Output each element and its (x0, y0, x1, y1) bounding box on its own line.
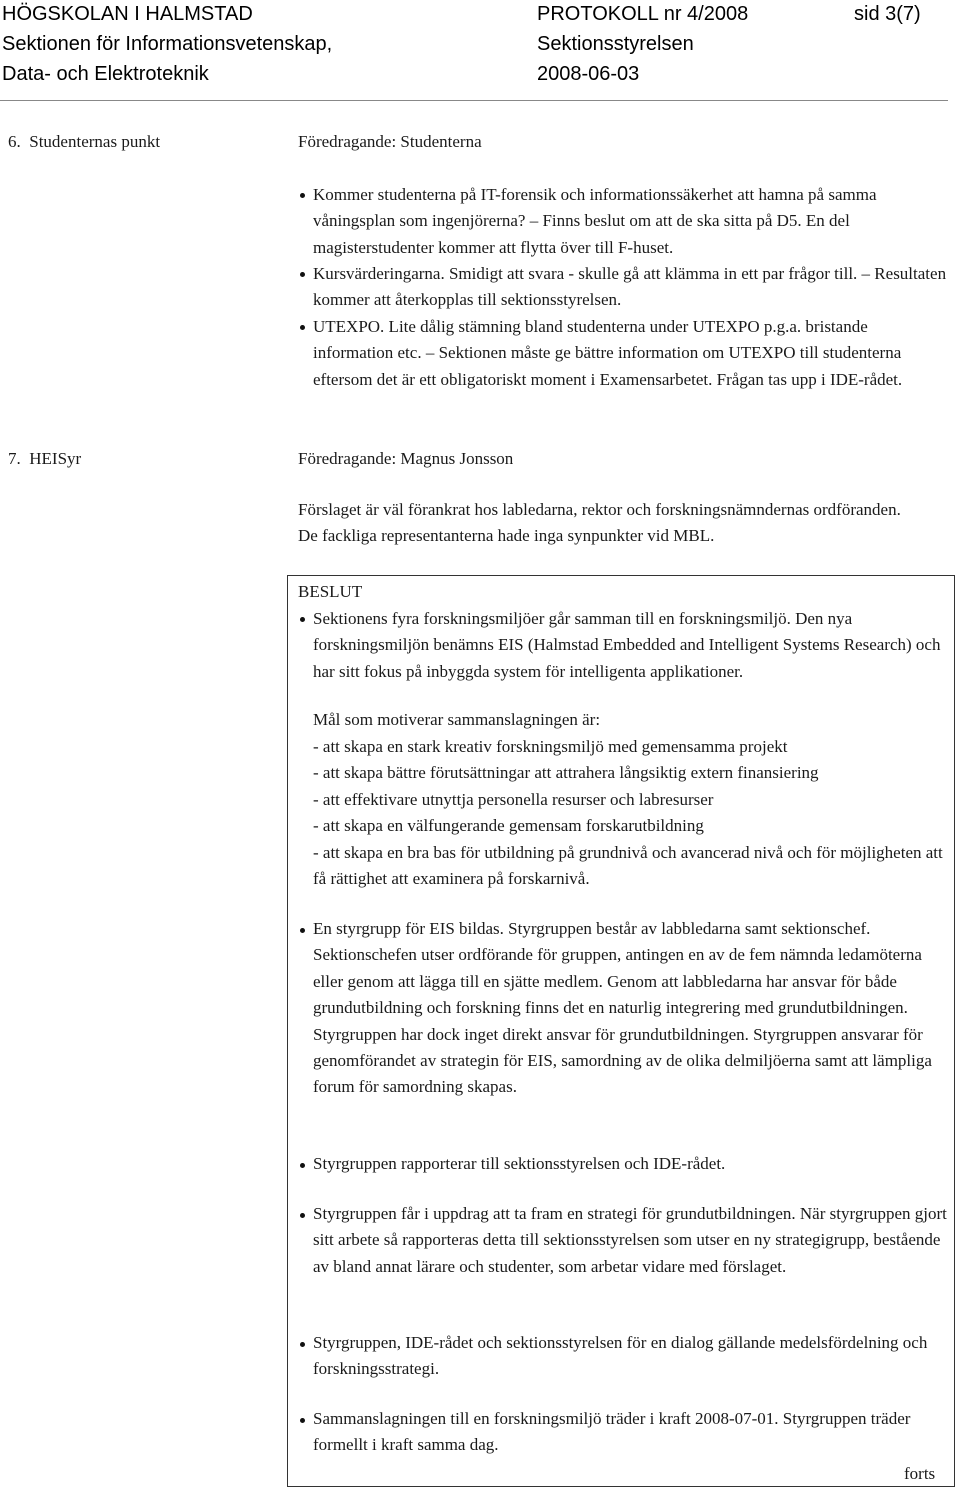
item-6-presenter: Föredragande: Studenterna (298, 132, 482, 151)
decision-bullet-5: Styrgruppen, IDE-rådet och sektionsstyrelsen för en dialog gällande medelsfördelning och forskningsstrategi. (313, 1333, 928, 1379)
goal-item: - att effektivare utnyttja personella resurser och labresurser (313, 790, 714, 809)
school-name: HÖGSKOLAN I HALMSTAD (2, 3, 253, 25)
decision-bullet-6: Sammanslagningen till en forskningsmiljö träder i kraft 2008-07-01. Styrgruppen träder formellt i kraft samma dag. (313, 1409, 911, 1455)
protocol-number: PROTOKOLL nr 4/2008 (537, 3, 749, 25)
header-divider (0, 100, 948, 101)
bullet-marker (300, 1213, 305, 1218)
goal-item: - att skapa en bra bas för utbildning på grundnivå och avancerad nivå och för möjligheten att få rättighet att examinera på forskarnivå. (313, 843, 943, 889)
bullet-marker (300, 1418, 305, 1423)
goal-item: - att skapa en stark kreativ forskningsmiljö med gemensamma projekt (313, 737, 788, 756)
item-6-title: 6. Studenternas punkt (8, 132, 161, 151)
bullet-marker (300, 272, 305, 277)
bullet-marker (300, 617, 305, 622)
bullet-marker (300, 1163, 305, 1168)
decision-bullet-2: En styrgrupp för EIS bildas. Styrgruppen består av labbledarna samt sektionschef. Sektionschefen utser ordförande för gruppen, antingen en av de fem nämnda ledamöterna eller genom att lägga till en sjätte medlem. Genom att labbledarna har ansvar för både grundutbildning och forskning finns det en naturlig integrering med grundutbildningen. Styrgruppen har dock inget direkt ansvar för grundutbildningen. Styrgruppen ansvarar för genomförandet av strategin för EIS, samordning av de olika delmiljöerna samt att lämpliga forum för samordning skapas. (313, 919, 932, 1097)
meeting-date: 2008-06-03 (537, 63, 640, 85)
bullet-marker (300, 193, 305, 198)
goal-item: - att skapa bättre förutsättningar att attrahera långsiktig extern finansiering (313, 763, 819, 782)
board-name: Sektionsstyrelsen (537, 33, 694, 55)
item-6-bullet-3: UTEXPO. Lite dålig stämning bland studenterna under UTEXPO p.g.a. bristande information etc. – Sektionen måste ge bättre information om UTEXPO till studenterna eftersom det är ett obligatoriskt moment i Examensarbetet. Frågan tas upp i IDE-rådet. (313, 317, 903, 389)
bullet-marker (300, 928, 305, 933)
item-6-bullet-1: Kommer studenterna på IT-forensik och informationssäkerhet att hamna på samma våningsplan som ingenjörerna? – Finns beslut om att de ska sitta på D5. En del magisterstudenter kommer att flytta över till F-huset. (313, 185, 877, 257)
item-7-intro: Förslaget är väl förankrat hos labledarna, rektor och forskningsnämndernas ordföranden. De fackliga representanterna hade inga synpunkter vid MBL. (298, 500, 901, 546)
decision-bullet-4: Styrgruppen får i uppdrag att ta fram en strategi för grundutbildningen. När styrgruppen gjort sitt arbete så rapporteras detta till sektionsstyrelsen som utser en ny strategigrupp, bestående av bland annat lärare och studenter, som arbetar vidare med förslaget. (313, 1204, 947, 1276)
item-6-bullet-2: Kursvärderingarna. Smidigt att svara - skulle gå att klämma in ett par frågor till. – Resultaten kommer att återkopplas till sektionsstyrelsen. (313, 264, 947, 310)
page-number: sid 3(7) (854, 3, 921, 25)
department-line-1: Sektionen för Informationsvetenskap, (2, 33, 333, 55)
decision-bullet-3: Styrgruppen rapporterar till sektionsstyrelsen och IDE-rådet. (313, 1154, 726, 1173)
continued-label: forts (904, 1464, 936, 1483)
department-line-2: Data- och Elektroteknik (2, 63, 209, 85)
goals-intro: Mål som motiverar sammanslagningen är: (313, 710, 601, 729)
bullet-marker (300, 325, 305, 330)
item-7-title: 7. HEISyr (8, 449, 82, 468)
item-7-presenter: Föredragande: Magnus Jonsson (298, 449, 514, 468)
bullet-marker (300, 1342, 305, 1347)
goal-item: - att skapa en välfungerande gemensam forskarutbildning (313, 816, 704, 835)
decision-heading: BESLUT (298, 582, 363, 601)
decision-bullet-1: Sektionens fyra forskningsmiljöer går samman till en forskningsmiljö. Den nya forskningsmiljön benämns EIS (Halmstad Embedded and Intelligent Systems Research) och har sitt fokus på inbyggda system för intelligenta applikationer. (313, 609, 941, 681)
